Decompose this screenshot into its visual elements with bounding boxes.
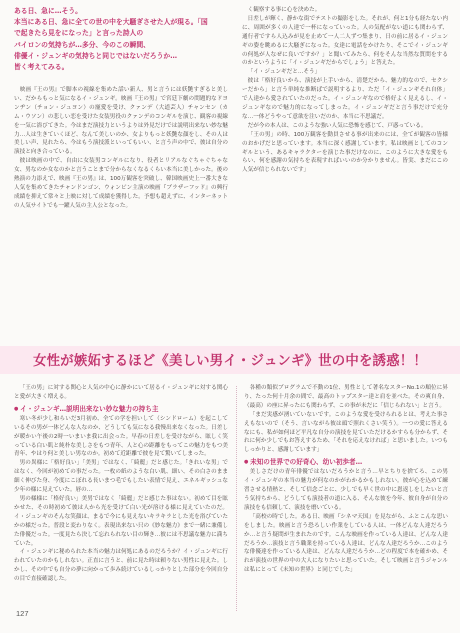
paragraph: 「高校の時でした。ある日、映画『シネマ天国』を見ながら、ふとこんな思いをしました。映画と言う恐ろしい作業をしている人は、一体どんな人達だろうか…と言う疑問が生まれたのです。こんな映画を作っている人達は、どんな人達だろうか…演技と言う職業を持っている人達は、どんな人達だろうか…このような俳優達を作っている人達は、どんな人達だろうか…どの程度で本を確かめ、それが演技の世界の中の大人になりたいと思っていた。そして映画と言うジャンルは私にとって《未知の世界》と同じでした」 — [244, 513, 448, 574]
paragraph: 寒い冬が少し和らいだ3月初め、全ての学を担いして（シンドローム）を起こしているその男が一体どんな人なのか、どうしても気になる我慢出来なくなった。日差しが暖かい午後の2時一いまいま我に出会った。早春の日差しを受けながら、眩しく笑っている白い肌と純朴な美しさをもつ青年、人と心の距離をもってこの魅力をもつ美青年、やはり何と美しい男なのか。初めて近距離で彼を見て驚いてしまった。 — [14, 415, 228, 458]
paragraph: だが今の本人は、このような強い人気に恐怖を感じて、戸惑っている。 — [247, 122, 427, 129]
paragraph: 各種の類似ブログラムで不動の1位、男性として著名なスターNo.1の順位に昇り、たった何十月余の間で、最高のトップスター達と肩を並べた。その爽自身、（最高）の座に昇ったにも関わらず、この事が未だに「信じられない」と言う。 — [244, 385, 448, 409]
intro-line: 皆く考えてみる。 — [14, 63, 69, 72]
column-divider — [236, 386, 237, 611]
section-subheading: ● イ・ジュンギ…説明出来ない妙な魅力の持ち主 — [14, 404, 228, 414]
intro-line: ある日、急に…そう。 — [14, 7, 82, 15]
intro-line: 俳優イ・ジュンギの気持ちと同じではないだろうか… — [14, 51, 177, 60]
article-headline: 女性が嫉妬するほど《美しい男イ・ジュンギ》世の中を誘惑！！ — [33, 353, 427, 369]
lead-paragraph: 「王の男」に対する関心と人気の中心に静かにいて居るイ・ジュンギに対する関心と愛が大きく増える。 — [14, 385, 228, 400]
paragraph: イ・ジュンギに秘められた本当の魅力は何処にあるのだろうか？イ・ジュンギに行われていたのかもしれない。正直に言うと、前に見た時は頼りない男性に見えた。しかし、その中でも自分の夢に向かって歩み続けているしっかりとした部分を今回自分の目で直接確認した。 — [14, 549, 228, 583]
paragraph: 「まだ実感が湧いていないです。このような愛を受けられるとは、考えた事さえもないので（そう、言いながら彼は頭で照れくさい笑う）。一つの愛に答えるなにも、私が如何ほど平凡な自分の演技を見ていただけるかすらも分からず、それに何か少しでもお答えするため、「それを応えなければ」と思いました。いつもしっかりと、感謝しています」 — [244, 411, 448, 454]
paragraph: 彼は映画の中で、自由に女装男コンギルになり、役者とリアルなぐちゃぐちゃな女、男なのか女なのかと言うことまで分からなくなるくらい本当に美しかった。後の熱演の力添えで、映画『王の男』は、100万観客を突破し、韓国映画史上一番大きな人気を集めてきたチャンドンゴン、ウォンビン主演の映画『ブラザーフッド』の興行成績を抑えて常々と上映に対して成績を獲得した。予想も超えずに、インターネットの人気サイトでも一躍人気の主人公となった。 — [14, 158, 228, 209]
section-subheading: ● 未知の世界での好奇心、幼い初歩者… — [244, 457, 448, 467]
intro-block — [14, 6, 224, 73]
paragraph: 男の異様に「格好良い」「美男」ではなく、「綺麗」だと感じた。「きれいな男」ではなく、今回が初めての事だった。一枚の紙のような白い肌、細い、その白さのまま細く伸びた身、今度にこぼれる長いまつ毛でもしたい表情で見え、エネルギッシュな少年の様に見えていた。唇の… — [14, 460, 228, 494]
page-number: 127 — [16, 609, 29, 618]
bottom-left-column — [14, 384, 228, 608]
right-column — [242, 6, 448, 342]
bottom-right-column — [244, 384, 448, 608]
paragraph: 「イ・ジュンギだと…そう」 — [247, 69, 321, 76]
intro-line: で起きたら見をになった」と言った詩人の — [14, 29, 144, 38]
intro-line: 本当にある日、急に全ての世の中を大騒ぎさせた人が現る。「国 — [14, 18, 208, 27]
intro-line: バイロンの気持ちが…多分、今のこの瞬間、 — [14, 40, 150, 49]
left-column — [14, 86, 228, 342]
paragraph: 男の様様に「格好良い」美男ではなく「綺麗」だと感じた事はない。初めて目を眩かせた、その時初めて彼は人から光を受けて白い光が溶ける様に見えていたのだ。イ・ジュンギのそんな笑顔は、まるで今にも見えないキラキラとした光を浴びていたかの様だった。普段と変わりなく。表現出来ない只の《妙な魅力》まで一緒に兼備した俳優だった。一度見たら決して忘れられない目の輝き…彼には不思議な魅力に満ちていた。 — [14, 495, 228, 547]
paragraph: 映画『王の男』で脚本の視線を集めた話い新人、男と言うには妖艶すぎると美しい、だからもっと気になるイ・ジュンギ。映画『王の男』で宮廷下劇の問題的なドヨンヂン（チョン・ジュヨン）の寵愛を受け、クァンデ（大道芸人）チャンセン（カム・ウソン）の悲しい恋を受けた女装男役のクァンデのコンギルを演じ、観客の視線を一気に浴びてきた。今はまだ演技力というよりは外見だけでは説明出来ない妙な魅力…人は生きていくほど、なんて美しいのか、女よりもっと妖艶な顔をし、その人は美しい声、見れたら、今はもう演技派といってもいい、と言う声の中で、彼は自分の演技と向き合っている。 — [14, 87, 228, 156]
paragraph: 「王の男」の時、100万観客を動員させる事が出来のには、全てが観客の皆様のおかげだと思っています。本当に深く感謝しています。私は映画としてのコンギルという、あるキャラクターを演じた事だけなのに、このように大きな愛をもらい、何を感謝の気持ちを表現すればいいのか分かりません。皆実、まだにこの人気が信じられないです」 — [242, 131, 448, 174]
paragraph: 彼は「格好良いから、演技が上手いから、清楚だから、魅力的なので、セクシーだから」と言う単純な推断ばで説明するより、ただ「イ・ジュンギそれ自体」で人達から愛されていたのだった。イ・ジュンギなので格好よく見えるし、イ・ジュンギなので魅力的になってしまった。イ・ジュンギだと言う事だけで充分な…一体どうやって意欲を注いだのか、本当に不思議だ。 — [242, 78, 448, 120]
paragraph: 美しさだけの青年俳優ではないだろうかと言う…早とちりを捨てろ、この男イ・ジュンギの本当の魅力が何なのかがわかるかもしれない。彼が心を込めて練習させる情熱と、そして信念ごとに、少しでも早く世の中に恩返しをしたいと言う気持ちから、どうしても演技者の道に入る、そんな彼を今年、彼自身が自分の演技をも信頼して、演技を磨いている。 — [244, 469, 448, 511]
paragraph: 日差しが輝く、静かな街でテストの撮影をした。それが、何と1分も経たない内に、周囲が多くの人達で一杯になっていった。人の気配がない道にも関わらず、通行者ですら人込みが見を止めて一人二人ずつ集まり、日の前に居るイ・ジュンギの姿を眺めるに大騒ぎになった。女達に電話をかけたり、そこでイ・ジュンギの何処が人なぜに良いですか？」と聞いてみたら、何をそんな当然な質問をするのかというように「イ・ジュンギだからでしょう」と答えた。 — [242, 15, 448, 67]
paragraph: く観察する事に心を決めた。 — [247, 7, 321, 13]
